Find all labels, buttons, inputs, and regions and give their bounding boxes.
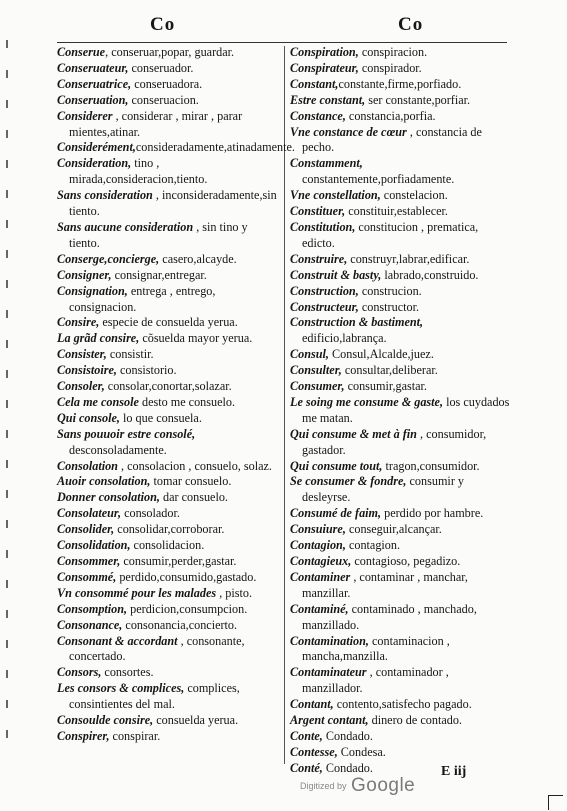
dictionary-entry: [290, 459, 510, 475]
dictionary-entry: [57, 554, 279, 570]
entry-translation: perdicion,consumpcion.: [127, 601, 248, 616]
entry-headword: Considerer: [57, 108, 113, 123]
entry-translation: constituir,establecer.: [345, 204, 448, 219]
entry-headword: Constamment,: [290, 156, 363, 171]
entry-translation: consumir,perder,gastar.: [120, 554, 237, 568]
dictionary-entry: [57, 506, 279, 522]
dictionary-entry: [57, 665, 279, 681]
entry-translation: perdido por hambre.: [381, 506, 484, 521]
entry-headword: Se consumer & fondre,: [290, 474, 407, 489]
dictionary-entry: [290, 45, 510, 61]
entry-translation: consumir,gastar.: [344, 379, 427, 394]
entry-translation: , sin tino y tiento.: [69, 219, 248, 250]
entry-translation: consolidar,corroborar.: [114, 522, 225, 537]
entry-translation: tragon,consumidor.: [382, 458, 480, 473]
entry-translation: consuelda yerua.: [153, 713, 239, 728]
dictionary-entry: [290, 300, 510, 316]
entry-headword: Contant,: [290, 697, 334, 712]
dictionary-entry: [57, 411, 279, 427]
entry-headword: Sans pouuoir estre consolé,: [57, 426, 196, 441]
entry-translation: consistir.: [106, 347, 154, 362]
dictionary-entry: [290, 188, 510, 204]
corner-mark: [548, 795, 563, 810]
dictionary-entry: [57, 474, 279, 490]
entry-translation: los cuydados me matan.: [302, 394, 510, 425]
entry-translation: entrega , entrego, consignacion.: [69, 283, 216, 314]
entry-headword: Consolation: [57, 458, 118, 473]
entry-translation: Consul,Alcalde,juez.: [328, 347, 434, 362]
entry-headword: Vne constance de cœur: [290, 124, 407, 139]
entry-headword: Le soing me consume & gaste,: [290, 394, 444, 409]
dictionary-entry: [290, 506, 510, 522]
entry-headword: Consumé de faim,: [290, 506, 382, 521]
entry-translation: complices, consintientes del mal.: [69, 681, 240, 712]
entry-translation: conseruacion.: [128, 92, 199, 107]
entry-headword: Construire,: [290, 251, 348, 266]
entry-headword: Consommer,: [57, 554, 121, 568]
entry-headword: Consolider,: [57, 522, 115, 537]
dictionary-entry: [57, 586, 279, 602]
dictionary-entry: [57, 252, 279, 268]
entry-headword: Vn consommé pour les malades: [57, 585, 217, 600]
running-head-right: Co: [398, 14, 424, 35]
digitized-by-label: Digitized by: [300, 781, 347, 791]
entry-translation: consolidacion.: [130, 538, 205, 553]
entry-headword: Les consors & complices,: [57, 681, 185, 696]
entry-headword: Conseruation,: [57, 92, 129, 107]
entry-translation: constantemente,porfiadamente.: [302, 172, 455, 187]
dictionary-entry: [290, 268, 510, 284]
entry-translation: especie de consuelda yerua.: [99, 315, 238, 330]
entry-translation: desto me consuelo.: [138, 394, 236, 409]
entry-translation: construyr,labrar,edificar.: [347, 251, 470, 266]
entry-translation: contaminacion , mancha,manzilla.: [302, 633, 450, 664]
dictionary-entry: [57, 315, 279, 331]
entry-translation: tomar consuelo.: [150, 474, 232, 489]
entry-headword: Construction,: [290, 283, 359, 298]
entry-headword: Considerément,: [57, 140, 136, 155]
entry-headword: Consomption,: [57, 601, 128, 616]
entry-translation: consistorio.: [116, 363, 177, 378]
entry-headword: Conseruateur,: [57, 60, 129, 75]
dictionary-entry: [290, 156, 510, 188]
entry-translation: consideradamente,atinadamente.: [135, 140, 295, 155]
dictionary-entry: [290, 522, 510, 538]
dictionary-entry: [290, 61, 510, 77]
entry-translation: edificio,labrança.: [302, 331, 387, 346]
dictionary-entry: [290, 602, 510, 634]
dictionary-entry: [57, 538, 279, 554]
dictionary-entry: [57, 77, 279, 93]
right-column: [290, 45, 510, 777]
entry-headword: Consonance,: [57, 617, 123, 632]
entry-headword: Consors,: [57, 665, 102, 680]
entry-translation: , contaminador , manzillador.: [302, 665, 449, 696]
entry-translation: tino , mirada,consideracion,tiento.: [69, 156, 208, 187]
dictionary-entry: [290, 125, 510, 157]
left-column: [57, 45, 295, 745]
google-wordmark: Google: [350, 775, 416, 796]
dictionary-entry: [57, 347, 279, 363]
entry-translation: , consonante, concertado.: [69, 633, 245, 664]
dictionary-entry: [290, 363, 510, 379]
entry-headword: Conserue: [57, 45, 106, 59]
entry-headword: Donner consolation,: [57, 490, 160, 505]
dictionary-entry: [290, 729, 510, 745]
entry-headword: Conté,: [290, 760, 323, 775]
entry-translation: consonancia,concierto.: [122, 617, 238, 632]
entry-translation: ser constante,porfiar.: [365, 92, 471, 107]
entry-headword: Cela me console: [57, 394, 139, 409]
entry-headword: Consuiure,: [290, 522, 346, 537]
entry-translation: labrado,construido.: [381, 267, 479, 282]
entry-translation: constitucion , prematica, edicto.: [302, 219, 479, 250]
entry-translation: conseruador.: [128, 60, 194, 75]
entry-translation: , pisto.: [216, 585, 253, 600]
entry-headword: Consideration,: [57, 156, 132, 171]
dictionary-entry: [57, 140, 295, 156]
entry-headword: Contaminé,: [290, 601, 349, 616]
entry-headword: Contesse,: [290, 744, 338, 759]
entry-translation: consignar,entregar.: [111, 267, 207, 282]
dictionary-entry: [57, 522, 279, 538]
entry-headword: Contagion,: [290, 538, 346, 553]
entry-translation: conspirar.: [109, 728, 161, 743]
dictionary-entry: [57, 634, 279, 666]
entry-headword: Conspiration,: [290, 45, 359, 59]
entry-translation: , constancia de pecho.: [302, 124, 482, 155]
entry-translation: dinero de contado.: [368, 713, 462, 728]
dictionary-entry: [57, 220, 279, 252]
entry-headword: Vne constellation,: [290, 188, 381, 203]
dictionary-entry: [290, 713, 510, 729]
entry-headword: Constitution,: [290, 219, 356, 234]
dictionary-entry: [57, 490, 279, 506]
running-head-left: Co: [150, 14, 176, 35]
dictionary-entry: [290, 474, 510, 506]
dictionary-entry: [57, 618, 279, 634]
entry-headword: Constant,: [290, 76, 339, 91]
entry-translation: Condado.: [322, 728, 373, 743]
entry-headword: Contaminer: [290, 569, 351, 584]
entry-headword: Consignation,: [57, 283, 128, 298]
dictionary-entry: [290, 745, 510, 761]
entry-headword: Conte,: [290, 728, 323, 743]
dictionary-entry: [290, 204, 510, 220]
entry-headword: Consoulde consire,: [57, 713, 154, 728]
dictionary-entry: [57, 681, 279, 713]
dictionary-entry: [290, 109, 510, 125]
dictionary-entry: [57, 109, 279, 141]
entry-translation: conspirador.: [358, 60, 422, 75]
entry-headword: Consistoire,: [57, 363, 117, 378]
dictionary-entry: [57, 602, 279, 618]
entry-headword: Consonant & accordant: [57, 633, 178, 648]
entry-translation: constelacion.: [380, 188, 448, 203]
header-rule: [57, 42, 507, 43]
entry-translation: conseruadora.: [131, 76, 203, 91]
entry-headword: Construction & bastiment,: [290, 315, 424, 330]
entry-headword: Constituer,: [290, 204, 346, 219]
entry-headword: Consul,: [290, 347, 329, 362]
dictionary-entry: [290, 347, 510, 363]
entry-headword: Estre constant,: [290, 92, 366, 107]
entry-translation: contagion.: [345, 538, 401, 553]
entry-translation: , contaminar , manchar, manzillar.: [302, 569, 468, 600]
entry-headword: Contagieux,: [290, 554, 352, 568]
dictionary-entry: [57, 459, 279, 475]
entry-translation: consolar,conortar,solazar.: [104, 379, 232, 394]
dictionary-entry: [290, 77, 510, 93]
dictionary-entry: [57, 379, 279, 395]
entry-translation: constancia,porfia.: [345, 108, 436, 123]
entry-headword: Consoler,: [57, 379, 105, 394]
dictionary-entry: [290, 395, 510, 427]
dictionary-entry: [57, 363, 279, 379]
entry-translation: casero,alcayde.: [159, 251, 237, 266]
entry-headword: Consire,: [57, 315, 100, 330]
entry-translation: contagioso, pegadizo.: [351, 554, 461, 568]
dictionary-entry: [290, 538, 510, 554]
dictionary-entry: [290, 697, 510, 713]
entry-headword: Consumer,: [290, 379, 345, 394]
entry-headword: Qui consume & met à fin: [290, 426, 417, 441]
digitization-credit: [300, 775, 415, 797]
dictionary-entry: [290, 570, 510, 602]
dictionary-entry: [290, 665, 510, 697]
dictionary-entry: [57, 427, 279, 459]
entry-headword: Conserge,concierge,: [57, 251, 160, 266]
dictionary-entry: [290, 427, 510, 459]
entry-translation: , consolacion , consuelo, solaz.: [117, 458, 272, 473]
entry-headword: Construit & basty,: [290, 267, 382, 282]
entry-translation: consumir y desleyrse.: [302, 474, 465, 505]
dictionary-entry: [57, 331, 279, 347]
dictionary-entry: [57, 268, 279, 284]
entry-headword: Sans aucune consideration: [57, 219, 194, 234]
catchword: E iij: [441, 764, 467, 779]
entry-headword: Consulter,: [290, 363, 342, 378]
dictionary-entry: [57, 156, 279, 188]
entry-translation: contento,satisfecho pagado.: [333, 697, 472, 712]
entry-translation: lo que consuela.: [119, 410, 202, 425]
entry-translation: dar consuelo.: [159, 490, 228, 505]
dictionary-entry: [290, 554, 510, 570]
entry-translation: perdido,consumido,gastado.: [116, 569, 257, 584]
entry-translation: consultar,deliberar.: [341, 363, 438, 378]
entry-translation: contaminado , manchado, manzillado.: [302, 601, 477, 632]
entry-headword: Qui console,: [57, 410, 120, 425]
entry-headword: Consigner,: [57, 267, 112, 282]
dictionary-entry: [290, 220, 510, 252]
dictionary-entry: [57, 395, 279, 411]
entry-translation: , conseruar,popar, guardar.: [105, 45, 235, 59]
entry-translation: , considerar , mirar , parar mientes,atinar.: [69, 108, 243, 139]
dictionary-entry: [57, 61, 279, 77]
entry-headword: Conseruatrice,: [57, 76, 132, 91]
entry-headword: Contaminateur: [290, 665, 367, 680]
entry-translation: construcion.: [358, 283, 422, 298]
entry-translation: conseguir,alcançar.: [345, 522, 442, 537]
entry-headword: Qui consume tout,: [290, 458, 383, 473]
binding-edge: [6, 40, 8, 760]
dictionary-entry: [290, 379, 510, 395]
entry-headword: Constructeur,: [290, 299, 359, 314]
entry-headword: Sans consideration: [57, 188, 153, 203]
entry-headword: Conspirateur,: [290, 60, 359, 75]
entry-headword: Contamination,: [290, 633, 369, 648]
entry-translation: constante,firme,porfiado.: [338, 76, 462, 91]
entry-headword: Argent contant,: [290, 713, 369, 728]
entry-translation: conspiracion.: [358, 45, 428, 59]
entry-headword: Conspirer,: [57, 728, 110, 743]
entry-translation: Condado.: [322, 760, 373, 775]
entry-translation: consortes.: [101, 665, 154, 680]
entry-headword: Constance,: [290, 108, 346, 123]
dictionary-entry: [290, 284, 510, 300]
entry-headword: Consommé,: [57, 569, 117, 584]
dictionary-entry: [57, 93, 279, 109]
entry-translation: consolador.: [121, 506, 180, 521]
dictionary-entry: [57, 45, 279, 61]
entry-translation: Condesa.: [337, 744, 386, 759]
entry-headword: Auoir consolation,: [57, 474, 151, 489]
dictionary-entry: [57, 729, 279, 745]
entry-translation: constructor.: [358, 299, 420, 314]
entry-headword: Consolateur,: [57, 506, 122, 521]
entry-headword: Consolidation,: [57, 538, 131, 553]
dictionary-entry: [290, 315, 510, 347]
entry-translation: cõsuelda mayor yerua.: [139, 331, 253, 346]
entry-headword: Consister,: [57, 347, 107, 362]
entry-headword: La grãd consire,: [57, 331, 140, 346]
dictionary-entry: [57, 284, 279, 316]
dictionary-entry: [57, 713, 279, 729]
entry-translation: , consumidor, gastador.: [302, 426, 487, 457]
entry-translation: desconsoladamente.: [69, 442, 167, 457]
dictionary-entry: [290, 93, 510, 109]
dictionary-entry: [290, 252, 510, 268]
dictionary-entry: [57, 570, 279, 586]
entry-translation: , inconsideradamente,sin tiento.: [69, 188, 277, 219]
dictionary-entry: [290, 634, 510, 666]
dictionary-entry: [57, 188, 279, 220]
